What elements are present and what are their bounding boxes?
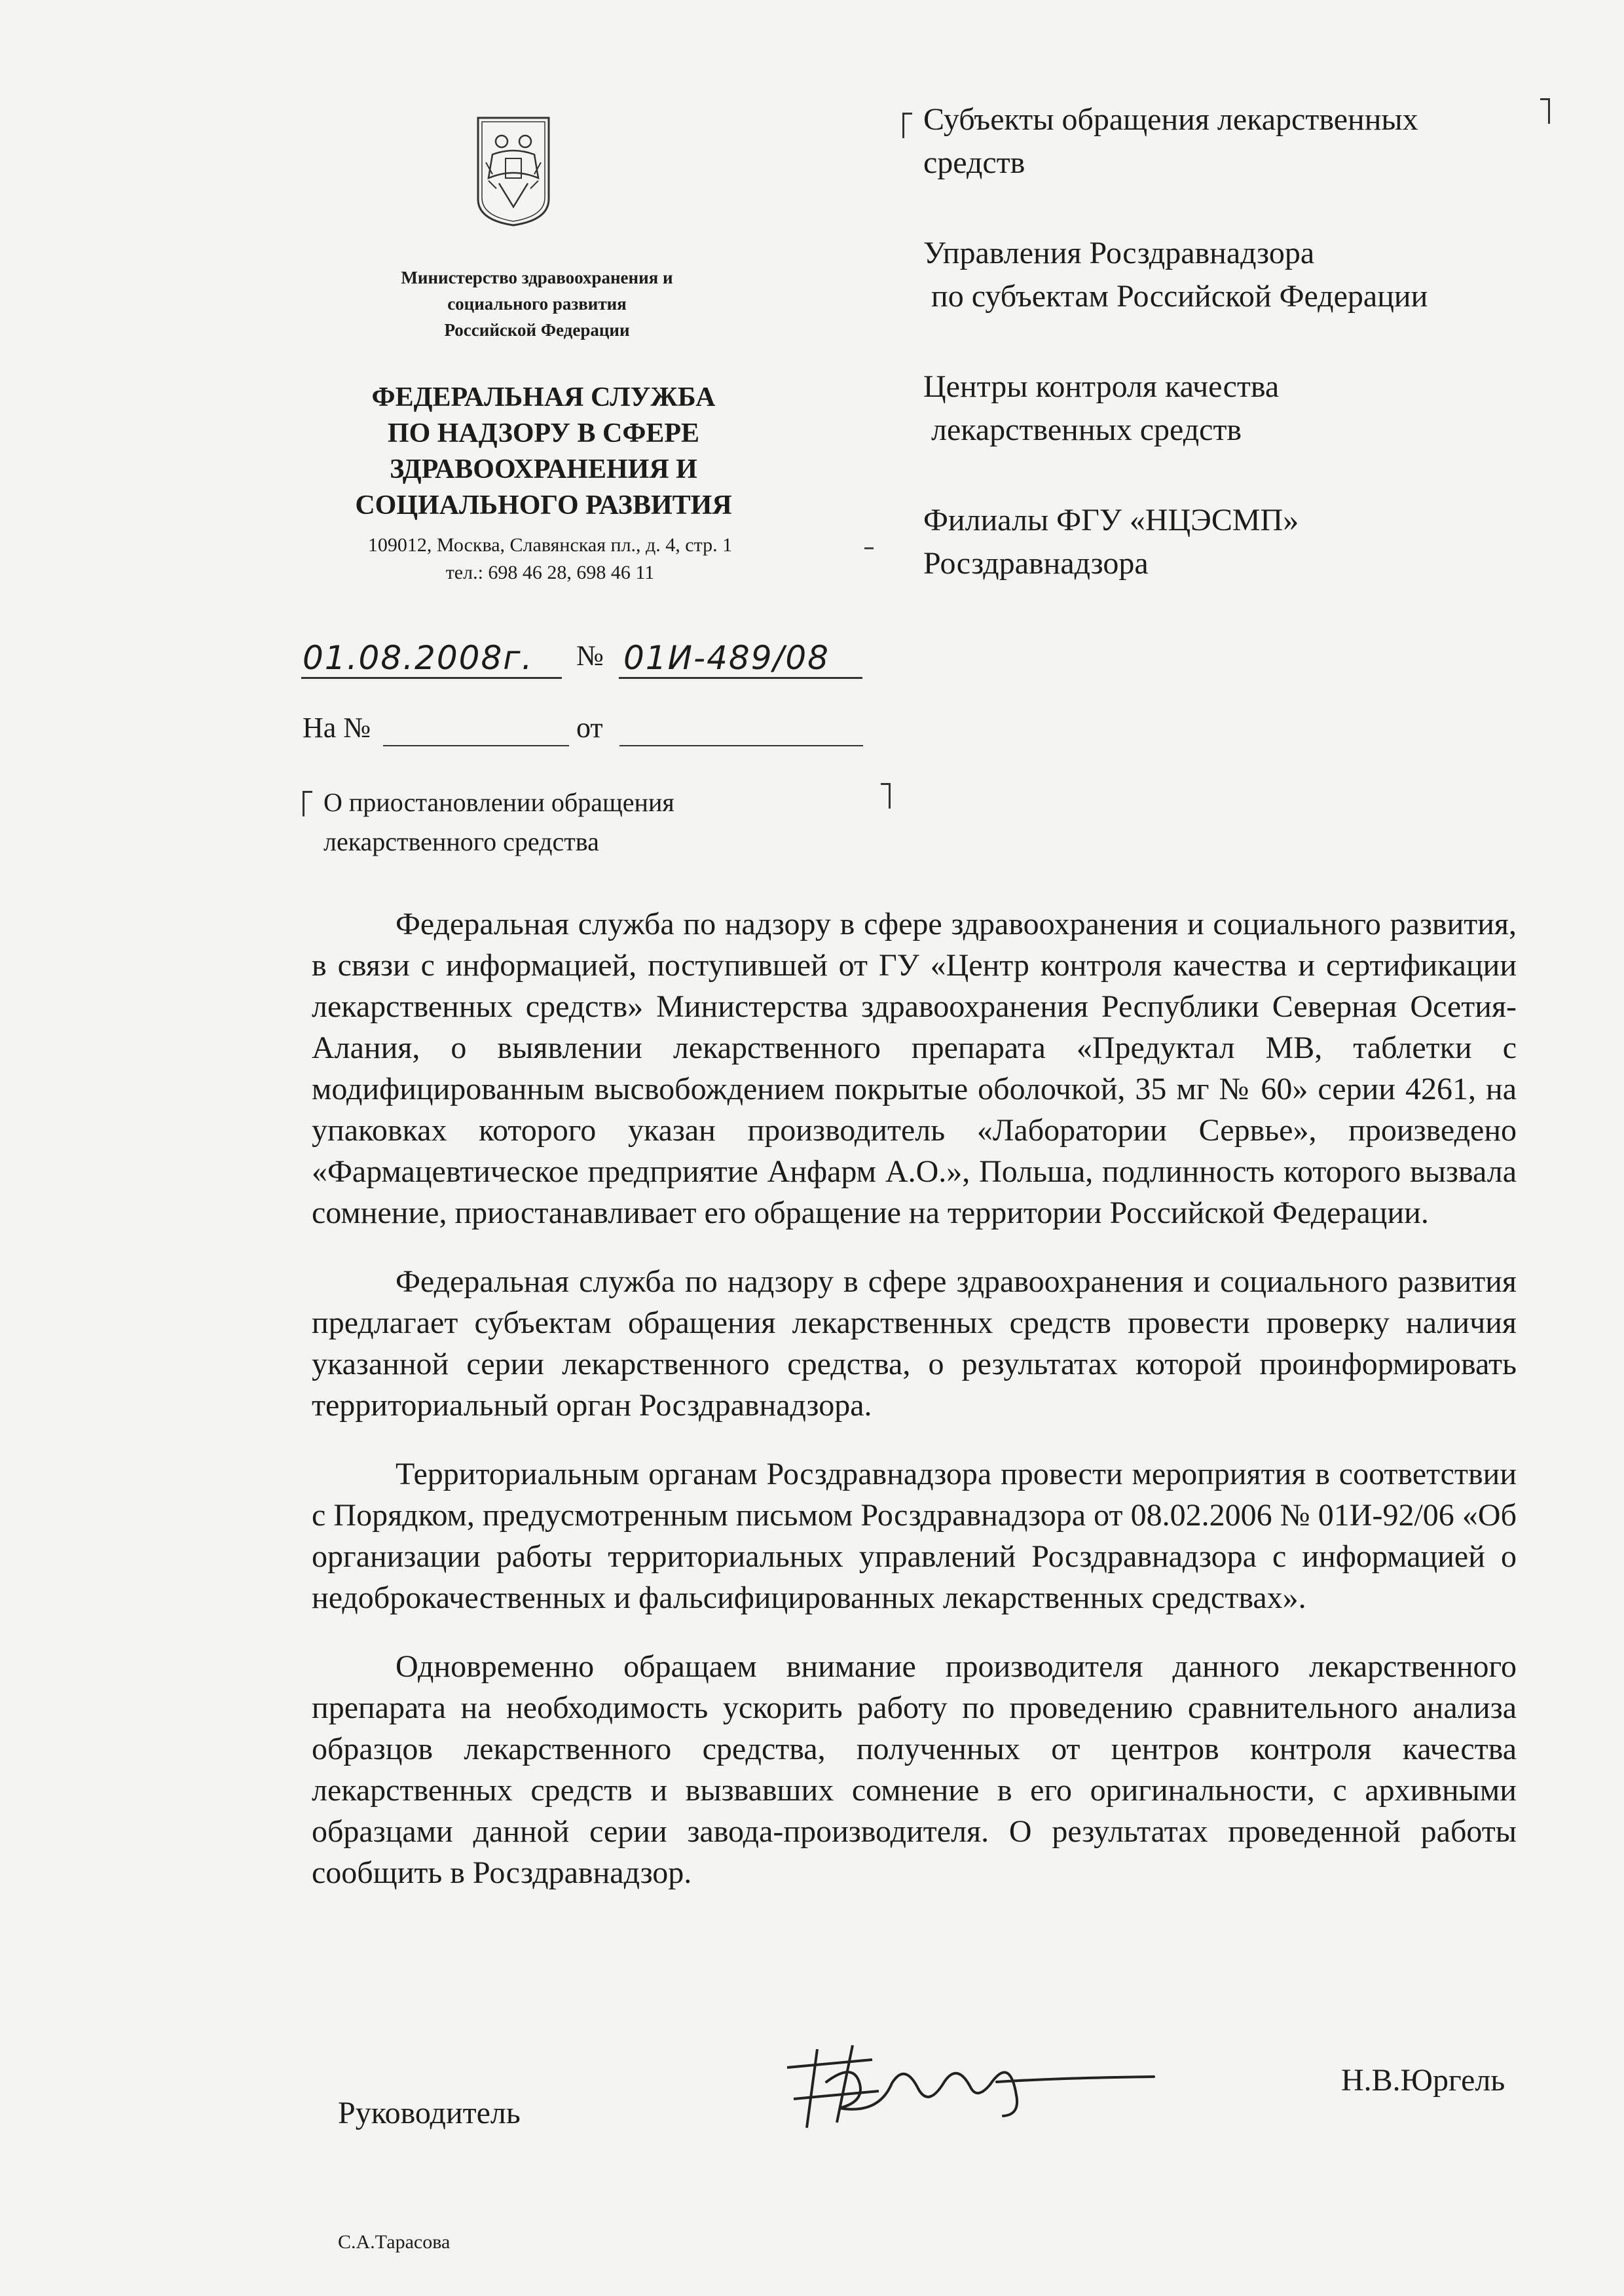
agency-address: 109012, Москва, Славянская пл., д. 4, стр. 1 тел.: 698 46 28, 698 46 11 xyxy=(367,534,733,583)
letter-date: 01.08.2008г. xyxy=(303,639,534,677)
coat-of-arms-icon xyxy=(473,115,554,227)
addressee-item: Филиалы ФГУ «НЦЭСМП» Росздравнадзора xyxy=(923,503,1299,581)
subject-bracket-left xyxy=(303,791,312,816)
body-paragraph: Федеральная служба по надзору в сфере здравоохранения и социального развития, в связи с информацией, поступившей от ГУ «Центр контроля качества и сертификации лекарственных средств» Министерства здравоохранения Республики Северная Осетия-Алания, о выявлении лекарственного препарата «Предуктал МВ, таблетки с модифицированным высвобождением покрытые оболочкой, 35 мг № 60» серии 4261, на упаковках которого указан производитель «Лаборатории Сервье», произведено «Фармацевтическое предприятие Анфарм А.О.», Польша, подлинность которого вызвала сомнение, приостанавливает его обращение на территории Российской Федерации. xyxy=(312,907,1517,1230)
letter-body xyxy=(312,903,1517,1921)
addressee-list xyxy=(923,98,1585,632)
date-underline xyxy=(301,677,562,679)
ministry-name: Министерство здравоохранения и социального развития Российской Федерации xyxy=(401,268,673,340)
reply-date-blank xyxy=(619,745,863,746)
addressee-bracket-left xyxy=(902,113,912,138)
body-paragraph: Территориальным органам Росздравнадзора провести мероприятия в соответствии с Порядком, предусмотренным письмом Росздравнадзора от 08.02.2006 № 01И-92/06 «Об организации работы территориальных управлений Росздравнадзора с информацией о недоброкачественных и фальсифицированных лекарственных средствах». xyxy=(312,1457,1517,1615)
handwritten-signature xyxy=(781,2036,1160,2134)
number-label: № xyxy=(576,640,604,672)
number-underline xyxy=(619,677,862,679)
body-paragraph: Одновременно обращаем внимание производителя данного лекарственного препарата на необходимость ускорить работу по проведению сравнительного анализа образцов лекарственного средства, полученных от центров контроля качества лекарственных средств и вызвавших сомнение в его оригинальности, с архивными образцами данной серии завода-производителя. О результатах проведенной работы сообщить в Росздравнадзор. xyxy=(312,1649,1517,1890)
reply-to-label: На № xyxy=(303,712,371,744)
margin-mark xyxy=(864,547,874,549)
signer-name: Н.В.Юргель xyxy=(1341,2063,1505,2098)
reply-number-blank xyxy=(383,745,569,746)
letter-number: 01И-489/08 xyxy=(623,639,830,677)
letter-subject: О приостановлении обращения лекарственного средства xyxy=(323,788,674,856)
body-paragraph: Федеральная служба по надзору в сфере здравоохранения и социального развития предлагает субъектам обращения лекарственных средств провести проверку наличия указанной серии лекарственного средства, о результатах которой проинформировать территориальный орган Росздравнадзора. xyxy=(312,1264,1517,1423)
executor-name: С.А.Тарасова xyxy=(338,2231,451,2253)
addressee-item: Субъекты обращения лекарственных средств xyxy=(923,102,1418,180)
reply-from-label: от xyxy=(576,712,603,744)
addressee-item: Управления Росздравнадзора по субъектам Российской Федерации xyxy=(923,236,1428,314)
signer-title: Руководитель xyxy=(338,2096,521,2130)
agency-name: ФЕДЕРАЛЬНАЯ СЛУЖБА ПО НАДЗОРУ В СФЕРЕ ЗДРАВООХРАНЕНИЯ И СОЦИАЛЬНОГО РАЗВИТИЯ xyxy=(355,382,732,520)
addressee-item: Центры контроля качества лекарственных средств xyxy=(923,369,1280,447)
